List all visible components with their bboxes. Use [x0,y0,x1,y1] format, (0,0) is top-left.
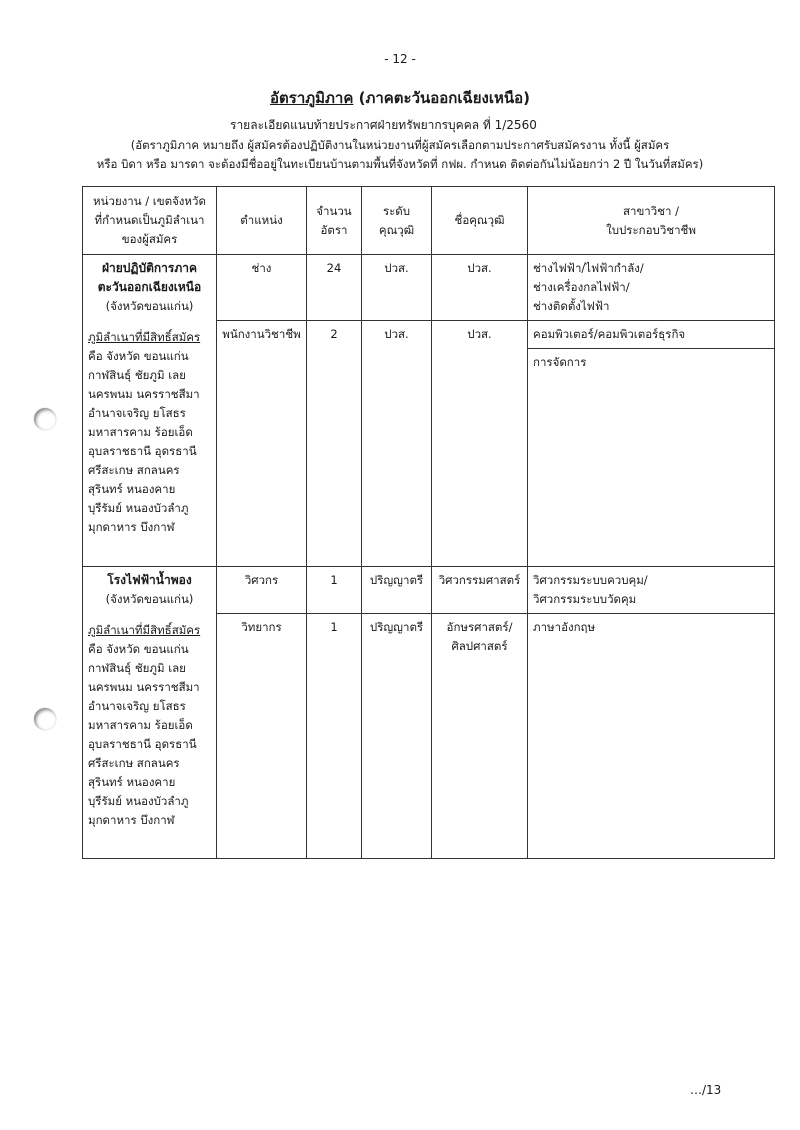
province: (จังหวัดขอนแก่น) [105,592,194,606]
field-line: ช่างเครื่องกลไฟฟ้า/ [533,280,630,294]
degree-cell [432,567,528,614]
field-line: ภาษาอังกฤษ [533,620,596,634]
domicile-line: มุกดาหาร บึงกาฬ [88,813,175,827]
domicile-label: ภูมิลำเนาที่มีสิทธิ์สมัคร [88,623,201,637]
domicile-line: สุรินทร์ หนองคาย [88,482,176,496]
punch-hole-icon [34,408,56,430]
field-cell [528,614,775,859]
note-line-1: (อัตราภูมิภาค หมายถึง ผู้สมัครต้องปฏิบัติงานในหน่วยงานที่ผู้สมัครเลือกตามประกาศรับสมัครงาน ทั้งนี้ ผู้สมัคร [130,138,670,152]
domicile-line: ศรีสะเกษ สกลนคร [88,463,180,477]
domicile-line: มหาสารคาม ร้อยเอ็ด [88,718,193,732]
degree-line: ศิลปศาสตร์ [451,639,508,653]
header-field-line: สาขาวิชา / [622,203,680,218]
degree-cell: ปวส. [432,255,528,321]
header-level-line: ระดับ [382,203,411,218]
header-unit [83,187,217,255]
count-cell: 1 [307,614,362,859]
header-count [307,187,362,255]
subtitle: รายละเอียดแนบท้ายประกาศฝ่ายทรัพยากรบุคคล ที่ 1/2560 [230,118,537,132]
header-field [528,187,775,255]
position-cell: วิทยากร [217,614,307,859]
header-unit-line: หน่วยงาน / เขตจังหวัด [93,194,206,208]
domicile-line: นครพนม นครราชสีมา [88,680,200,694]
unit-cell [83,567,217,859]
note-line-2: หรือ บิดา หรือ มารดา จะต้องมีชื่ออยู่ในทะเบียนบ้านตามพื้นที่จังหวัดที่ กฟผ. กำหนด ติดต่อกันไม่น้อยกว่า 2 ปี ในวันที่สมัคร) [96,157,704,171]
domicile-line: ศรีสะเกษ สกลนคร [88,756,180,770]
dept-name: ตะวันออกเฉียงเหนือ [97,280,202,294]
level-cell: ปวส. [362,321,432,567]
domicile-line: สุรินทร์ หนองคาย [88,775,176,789]
domicile-line: อุบลราชธานี อุดรธานี [88,444,197,458]
field-cell [528,255,775,321]
table-row [83,567,775,614]
domicile-line: บุรีรัมย์ หนองบัวลำภู [88,794,189,808]
field-line: ช่างติดตั้งไฟฟ้า [533,299,610,313]
domicile-label: ภูมิลำเนาที่มีสิทธิ์สมัคร [88,330,201,344]
province: (จังหวัดขอนแก่น) [105,299,194,313]
level-cell: ปริญญาตรี [362,567,432,614]
field-line: วิศวกรรมระบบวัดคุม [533,592,637,606]
field-cell [528,321,775,567]
domicile-line: มุกดาหาร บึงกาฬ [88,520,175,534]
position-cell: พนักงานวิชาชีพ [217,321,307,567]
header-unit-line: ของผู้สมัคร [121,232,178,246]
domicile-line: กาฬสินธุ์ ชัยภูมิ เลย [88,661,186,675]
punch-hole-icon [34,708,56,730]
field-line: การจัดการ [528,348,774,372]
header-count-line: จำนวน [316,203,352,218]
next-page-indicator: …/13 [690,1083,722,1097]
count-cell: 24 [307,255,362,321]
count-cell: 2 [307,321,362,567]
table-header-row [83,187,775,255]
field-line: คอมพิวเตอร์/คอมพิวเตอร์ธุรกิจ [533,327,686,341]
title-text: อัตราภูมิภาค [270,89,354,107]
dept-name: ฝ่ายปฏิบัติการภาค [101,261,197,275]
domicile-line: นครพนม นครราชสีมา [88,387,200,401]
header-level-line: คุณวุฒิ [378,222,415,237]
degree-cell: ปวส. [432,321,528,567]
header-field-line: ใบประกอบวิชาชีพ [606,222,696,237]
position-cell: วิศวกร [217,567,307,614]
dept-name: โรงไฟฟ้าน้ำพอง [107,573,192,587]
header-position: ตำแหน่ง [217,187,307,255]
header-unit-line: ที่กำหนดเป็นภูมิลำเนา [94,213,205,227]
domicile-line: มหาสารคาม ร้อยเอ็ด [88,425,193,439]
header-degree: ชื่อคุณวุฒิ [432,187,528,255]
domicile-line: อำนาจเจริญ ยโสธร [88,406,186,420]
page-title [0,86,800,110]
header-level [362,187,432,255]
level-cell: ปริญญาตรี [362,614,432,859]
domicile-line: คือ จังหวัด ขอนแก่น [88,642,189,656]
page-number: - 12 - [384,52,416,66]
field-cell [528,567,775,614]
domicile-line: คือ จังหวัด ขอนแก่น [88,349,189,363]
domicile-line: อุบลราชธานี อุดรธานี [88,737,197,751]
domicile-line: บุรีรัมย์ หนองบัวลำภู [88,501,189,515]
degree-cell [432,614,528,859]
position-cell: ช่าง [217,255,307,321]
domicile-line: อำนาจเจริญ ยโสธร [88,699,186,713]
domicile-line: กาฬสินธุ์ ชัยภูมิ เลย [88,368,186,382]
table-row [83,255,775,321]
degree-line: วิศวกรรมศาสตร์ [438,573,521,587]
field-line: วิศวกรรมระบบควบคุม/ [533,573,648,587]
header-count-line: อัตรา [320,222,348,237]
region-text: (ภาคตะวันออกเฉียงเหนือ) [358,89,530,107]
level-cell: ปวส. [362,255,432,321]
position-table [82,186,774,849]
degree-line: อักษรศาสตร์/ [446,620,513,634]
field-line: ช่างไฟฟ้า/ไฟฟ้ากำลัง/ [533,261,644,275]
count-cell: 1 [307,567,362,614]
unit-cell [83,255,217,567]
